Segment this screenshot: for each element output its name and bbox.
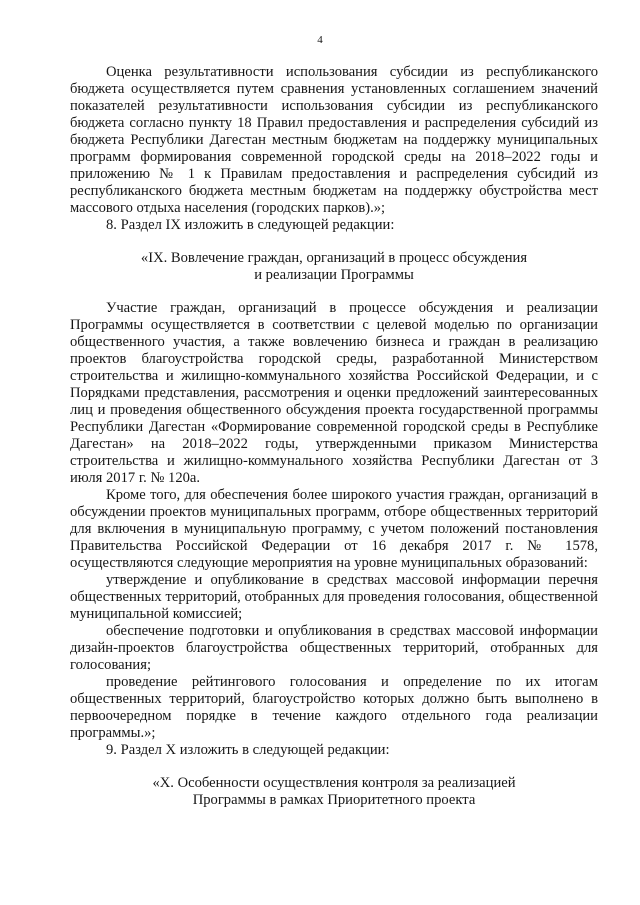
paragraph-item-9: 9. Раздел X изложить в следующей редакции: <box>106 742 390 758</box>
list-item: проведение рейтингового голосования и определение по их итогам общественных территорий, благоустройство которых должно быть выполнено в первоочередном порядке в течение каждого отдельного года реализации программы.»; <box>70 674 598 741</box>
section-ix-heading-line1: «IX. Вовлечение граждан, организаций в процесс обсуждения <box>140 250 528 266</box>
paragraph-evaluation: Оценка результативности использования субсидии из республиканского бюджета осуществляется путем сравнения установленных соглашением значений показателей результативности использования субсидии из республиканского бюджета согласно пункту 18 Правил предоставления и распределения субсидий из бюджета Республики Дагестан местным бюджетам на поддержку муниципальных программ формирования современной городской среды на 2018–2022 годы и приложению № 1 к Правилам предоставления и распределения субсидий из республиканского бюджета местным бюджетам на поддержку обустройства мест массового отдыха населения (городских парков).»; <box>70 64 598 216</box>
section-x-heading-line2: Программы в рамках Приоритетного проекта <box>192 792 476 808</box>
document-body <box>70 64 598 809</box>
list-item: обеспечение подготовки и опубликования в средствах массовой информации дизайн-проектов благоустройства общественных территорий, отобранных для голосования; <box>70 623 598 673</box>
paragraph-item-8: 8. Раздел IX изложить в следующей редакции: <box>106 217 395 233</box>
section-x-heading-line1: «X. Особенности осуществления контроля за реализацией <box>152 775 516 791</box>
page-number: 4 <box>317 34 323 46</box>
section-ix-heading <box>70 250 598 284</box>
section-x-heading <box>70 775 598 809</box>
list-item: утверждение и опубликование в средствах массовой информации перечня общественных территорий, отобранных для проведения голосования, общественной муниципальной комиссией; <box>70 572 598 622</box>
section-ix-paragraph-participation: Участие граждан, организаций в процессе обсуждения и реализации Программы осуществляется в соответствии с целевой моделью по организации общественного участия, а также вовлечению бизнеса и граждан в реализацию проектов благоустройства городской среды, разработанной Министерством строительства и жилищно-коммунального хозяйства Российской Федерации, и с Порядками представления, рассмотрения и оценки предложений заинтересованных лиц и проведения общественного обсуждения проекта государственной программы Республики Дагестан «Формирование современной городской среды в Республике Дагестан» на 2018–2022 годы, утвержденными приказом Министерства строительства и жилищно-коммунального хозяйства Республики Дагестан от 3 июля 2017 г. № 120а. <box>70 300 598 486</box>
section-ix-heading-line2: и реализации Программы <box>254 267 414 283</box>
section-ix-paragraph-additionally: Кроме того, для обеспечения более широкого участия граждан, организаций в обсуждении проектов муниципальных программ, отборе общественных территорий для включения в муниципальную программу, с учетом положений постановления Правительства Российской Федерации от 16 декабря 2017 г. № 1578, осуществляются следующие мероприятия на уровне муниципальных образований: <box>70 487 598 571</box>
